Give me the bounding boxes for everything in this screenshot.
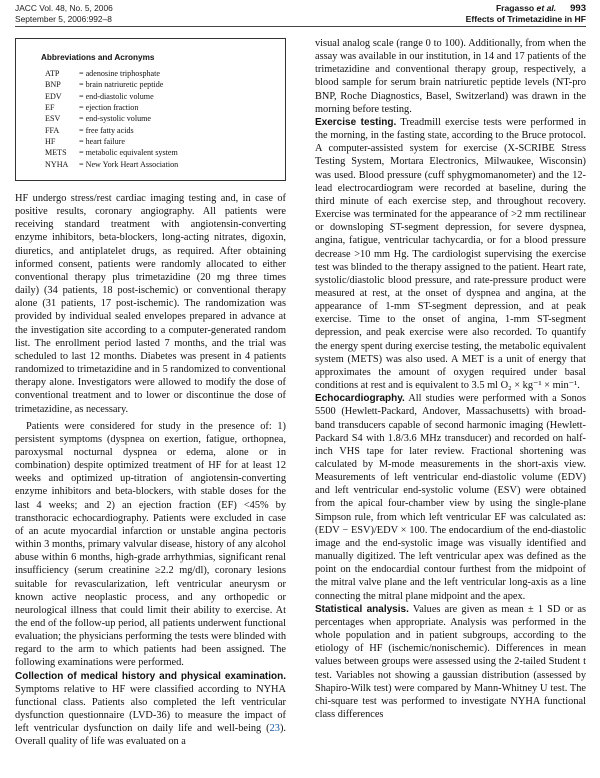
running-header-right: [466, 3, 586, 25]
abbreviation-row: [41, 125, 285, 136]
et-al: et al.: [536, 3, 557, 13]
short-title: Effects of Trimetazidine in HF: [465, 14, 586, 24]
abbreviation-row: [41, 91, 285, 102]
abbreviation-row: [41, 79, 285, 90]
abbreviation-term: EDV: [45, 91, 62, 101]
abbreviations-title: Abbreviations and Acronyms: [41, 53, 155, 62]
abbreviation-term: NYHA: [45, 159, 69, 169]
abbreviation-definition: = brain natriuretic peptide: [79, 79, 163, 90]
issue-date-pages: September 5, 2006:992–8: [15, 14, 112, 24]
abbreviation-row: [41, 136, 285, 147]
abbreviation-definition: = heart failure: [79, 136, 125, 147]
section-heading: Exercise testing.: [315, 116, 397, 128]
abbreviation-definition: = ejection fraction: [79, 102, 138, 113]
abbreviation-term: METS: [45, 148, 67, 158]
left-column: [15, 38, 286, 749]
paragraph-medical-history: [15, 670, 286, 749]
abbreviation-definition: = end-diastolic volume: [79, 91, 154, 102]
author-name: Fragasso: [495, 3, 535, 13]
abbreviations-box: [15, 38, 286, 181]
abbreviation-definition: = free fatty acids: [79, 125, 134, 136]
abbreviation-term: HF: [45, 136, 56, 146]
header-rule: [15, 26, 586, 27]
abbreviation-row: [41, 102, 285, 113]
paragraph-exercise-testing: [315, 116, 586, 392]
abbreviation-definition: = New York Heart Association: [79, 159, 178, 170]
section-heading: Statistical analysis.: [315, 603, 409, 615]
paragraph: visual analog scale (range 0 to 100). Additionally, from when the assay was available in our institution, in 14 and 17 patients of the trimetazidine and conventional therapy group, respectively, a blood sample for serum brain natriuretic peptide levels (NT-pro BNP, Roche Diagnostics, Basel, Switzerland) was drawn in the morning before testing.: [315, 38, 586, 115]
abbreviation-row: [41, 113, 285, 124]
paragraph-text: Values are given as mean ± 1 SD or as percentages when appropriate. Analysis was performed in the whole population and in patient subgroups, according to the etiology of HF (ischemic/nonischemic). Differences in mean values between groups were assessed using the 2-tailed Student t test. Variables not showing a gaussian distribution (assessed by Shapiro-Wilk test) were compared by Mann-Whitney U test. The chi-square test was performed to investigate NYHA functional class differences: [315, 603, 586, 720]
section-heading: Collection of medical history and physical examination.: [15, 670, 286, 682]
paragraph: HF undergo stress/rest cardiac imaging testing and, in case of positive results, coronary angiography. All patients were receiving standard treatment with angiotensin-converting enzyme inhibitors, beta-blockers, long-acting nitrates, digoxin, diuretics, and antiplatelet drugs, as required. After obtaining informed consent, patients were randomly allocated to either conventional therapy plus trimetazidine (20 mg three times daily) (34 patients, 18 post-ischemic) or conventional therapy alone (31 patients, 17 post-ischemic). The randomization was provided by individual sealed envelopes prepared in advance at the investigation site according to a computer-generated random list. The enrollment period lasted 7 months, and the trial was scheduled to last 12 months. Diabetes was present in 4 patients randomized to trimetazidine and in 5 randomized to conventional therapy alone. Investigators were allowed to modify the dose of conventional treatment and to lower or discontinue the dose of trimetazidine, as necessary.: [15, 193, 286, 415]
paragraph-text: Treadmill exercise tests were performed in the morning, in the fasting state, according to the Bruce protocol. A computer-assisted system for exercise (X-SCRIBE Stress Testing System, Mortara Electronics, Milwaukee, Wisconsin) was used. Blood pressure (cuff sphygmomanometer) and the 12-lead electrocardiogram were recorded at baseline, during the third minute of each exercise step, and throughout recovery. Exercise was terminated for the appearance of >2 mm rectilinear or downsloping ST-segment depression, for severe dyspnea, angina, fatigue, ventricular tachycardia, or for a blood pressure decrease >10 mm Hg. The cardiologist supervising the exercise test was blinded to the therapy assigned to the patient. Heart rate, systolic/diastolic blood pressure, and rate-pressure product were measured at rest, at the onset of dyspnea and angina, at the appearance of 1-mm ST-segment depression, and at peak exercise. Time to the onset of angina, 1-mm ST-segment depression, and peak exercise were also recorded. To quantify the energy spent during exercise testing, the metabolic equivalent system (METS) was also used. A MET is a unit of energy that approximates the amount of oxygen required under basal conditions at rest and is equivalent to 3.5 ml O₂ × kg⁻¹ × min⁻¹.: [315, 116, 587, 392]
paragraph-text: Symptoms relative to HF were classified according to NYHA functional class. Patients also completed the left ventricular dysfunction questionnaire (LVD-36) to measure the impact of left ventricular dysfunction on daily life and well-being (: [15, 683, 286, 735]
paragraph-text: All studies were performed with a Sonos 5500 (Hewlett-Packard, Andover, Massachusetts) with broad-band transducers capable of second harmonic imaging (Hewlett-Packard S4 with 1.8/3.6 MHz transducer) and recorded on half-inch VHS tape for later review. Fractional shortening was calculated by M-mode measurements in the short-axis view. Measurements of left ventricular end-diastolic volume (EDV) and left ventricular end-systolic volume (ESV) were obtained from the apical four-chamber view by using the single-plane Simpson rule, from which left ventricular EF was calculated as: (EDV − ESV)/EDV × 100. The endocardium of the end-diastolic image and the end-systolic image was visually identified and manually digitized. The left ventricular apex was defined as the point on the endocardial contour furthest from the midpoint of the mitral valve plane and the left ventricular long-axis as a line connecting the mitral plane midpoint and the apex.: [315, 393, 587, 602]
abbreviation-term: ATP: [45, 69, 60, 79]
author-line: [496, 3, 556, 14]
abbreviation-term: EF: [45, 103, 55, 113]
abbreviation-term: ESV: [45, 114, 61, 124]
abbreviation-row: [41, 68, 285, 79]
abbreviation-row: [41, 159, 285, 170]
abbreviation-row: [41, 147, 285, 158]
paragraph-text: ). Overall quality of life was evaluated on a: [15, 723, 286, 748]
abbreviation-definition: = metabolic equivalent system: [79, 147, 178, 158]
paragraph-statistical-analysis: [315, 603, 586, 721]
right-column: [315, 37, 586, 721]
abbreviations-list: [41, 68, 285, 170]
abbreviation-term: FFA: [45, 125, 60, 135]
section-heading: Echocardiography.: [315, 393, 405, 405]
journal-citation: JACC Vol. 48, No. 5, 2006: [15, 3, 113, 13]
paragraph-echocardiography: [315, 392, 586, 603]
abbreviation-term: BNP: [45, 80, 61, 90]
citation-link[interactable]: 23: [269, 723, 280, 735]
abbreviation-definition: = adenosine triphosphate: [79, 68, 160, 79]
paragraph: Patients were considered for study in the presence of: 1) persistent symptoms (dyspnea on exertion, fatigue, orthopnea, paroxysmal nocturnal dyspnea or edema, alone or in combination) despite optimized treatment of HF for at least 12 weeks and optimized up-titration of angiotensin-converting enzyme inhibitors and beta-blockers, with stable doses for the last 4 weeks; and 2) an ejection fraction (EF) <45% by transthoracic echocardiography. Patients were excluded in case of an acute myocardial infarction or unstable angina pectoris within 3 months, primary valvular disease, history of any alcohol abuse within 6 months, high-grade arrhythmias, significant renal insufficiency (serum creatinine ≥2.2 mg/dl), coronary lesions suitable for revascularization, left ventricular aneurysm or known active neoplastic process, and any orthopedic or neurological illness that could limit their ability to exercise. At the end of the follow-up period, all patients underwent functional evaluation; the physicians performing the tests were blinded with regard to the arm to which patients had been assigned. The following examinations were performed.: [15, 420, 286, 669]
running-header-left: [15, 3, 113, 25]
abbreviation-definition: = end-systolic volume: [79, 113, 151, 124]
page-number: 993: [570, 3, 586, 14]
